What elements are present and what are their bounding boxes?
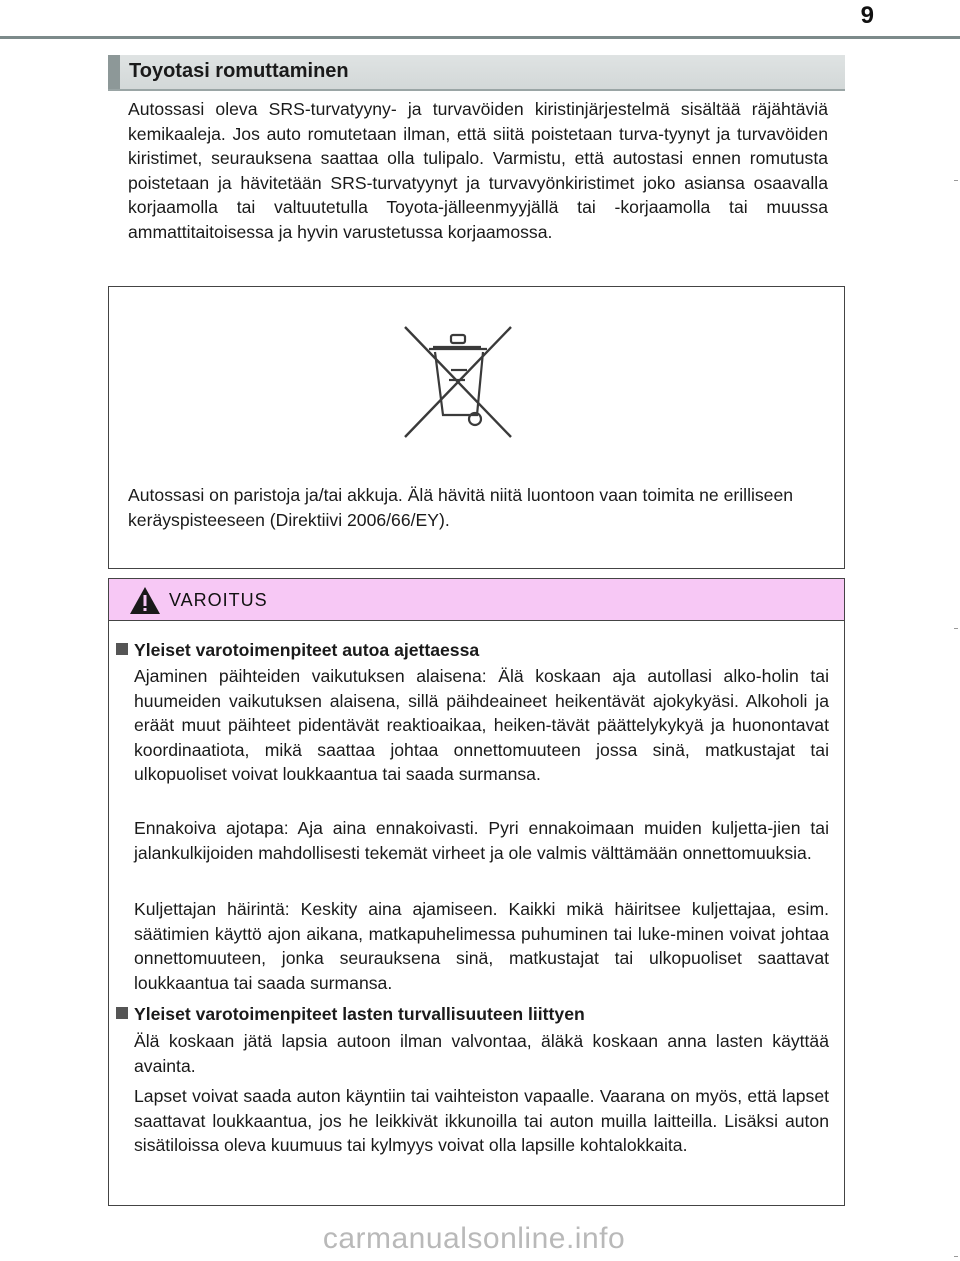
warning-item-title-text: Yleiset varotoimenpiteet lasten turvallisuuteen liittyen <box>134 1004 585 1024</box>
warning-triangle-icon <box>129 586 161 615</box>
warning-box <box>108 578 845 1206</box>
warning-paragraph: Ajaminen päihteiden vaikutuksen alaisena: Älä koskaan aja autollasi alko-holin tai huumeiden vaikutuksen alaisena, sillä päihdeaineet heikentävät ajokykyäsi. Alkoholi ja eräät muut päihteet pidentävät reaktioaikaa, heiken-tävät päättelykykyä ja huonontavat koordinaatiota, mikä saattaa johtaa onnettomuuteen jossa sinä, matkustajat tai ulkopuoliset voivat loukkaantua tai saada surmansa. <box>134 666 829 785</box>
warning-paragraph: Kuljettajan häirintä: Keskity aina ajamiseen. Kaikki mikä häiritsee kuljettajaa, esim. säätimien käyttö ajon aikana, matkapuhelimessa puhuminen tai luke-minen voivat johtaa onnettomuuteen, jonka seurauksena sinä, matkustajat tai ulkopuoliset saattavat loukkaantua tai saada surmansa. <box>134 899 829 993</box>
intro-paragraph: Autossasi oleva SRS-turvatyyny- ja turvavöiden kiristinjärjestelmä sisältää räjähtäviä kemikaaleja. Jos auto romutetaan ilman, että siitä poistetaan turva-tyynyt ja turvavöiden kiristimet, seurauksena saattaa olla tulipalo. Varmistu, että autostasi ennen romutusta poistetaan ja hävitetään SRS-turvatyynyt ja turvavyönkiristimet joko asiansa osaavalla korjaamolla tai valtuutetulla Toyota-jälleenmyyjällä tai -korjaamolla tai muussa ammattitaitoisessa ja hyvin varustetussa korjaamossa. <box>128 99 828 242</box>
edge-tick <box>954 180 958 181</box>
bullet-square-icon <box>116 643 128 655</box>
crossed-out-wheelie-bin-icon <box>403 325 513 439</box>
edge-tick <box>954 628 958 629</box>
warning-paragraph: Ennakoiva ajotapa: Aja aina ennakoivasti. Pyri ennakoimaan muiden kuljetta-jien tai jalankulkijoiden mahdollisesti tekemät virheet ja ole valmis välttämään onnettomuuksia. <box>134 818 829 863</box>
section-header-bar <box>108 55 120 89</box>
section-title: Toyotasi romuttaminen <box>129 60 349 82</box>
edge-tick <box>954 1256 958 1257</box>
battery-disposal-text: Autossasi on paristoja ja/tai akkuja. Älä hävitä niitä luontoon vaan toimita ne erilliseen keräyspisteeseen (Direktiivi 2006/66/EY). <box>128 485 794 530</box>
warning-item-title <box>116 1003 585 1025</box>
warning-item-title-text: Yleiset varotoimenpiteet autoa ajettaessa <box>134 640 480 660</box>
warning-paragraph: Lapset voivat saada auton käyntiin tai vaihteiston vapaalle. Vaarana on myös, että lapset saattavat loukkaantua, jos he leikkivät ikkunoilla tai auton muilla laitteilla. Lisäksi auton sisätiloissa oleva kuumuus tai kylmyys voivat olla lapsille kohtalokkaita. <box>134 1086 829 1156</box>
watermark: carmanualsonline.info <box>322 1222 626 1255</box>
page-number: 9 <box>860 2 874 29</box>
warning-paragraph: Älä koskaan jätä lapsia autoon ilman valvontaa, äläkä koskaan anna lasten käyttää avainta. <box>134 1031 829 1076</box>
warning-item-title <box>116 639 479 661</box>
bullet-square-icon <box>116 1007 128 1019</box>
recycle-notice-box <box>108 286 845 569</box>
section-header <box>108 55 845 91</box>
top-rule <box>0 36 960 39</box>
warning-header <box>109 579 844 621</box>
warning-label: VAROITUS <box>169 590 268 610</box>
